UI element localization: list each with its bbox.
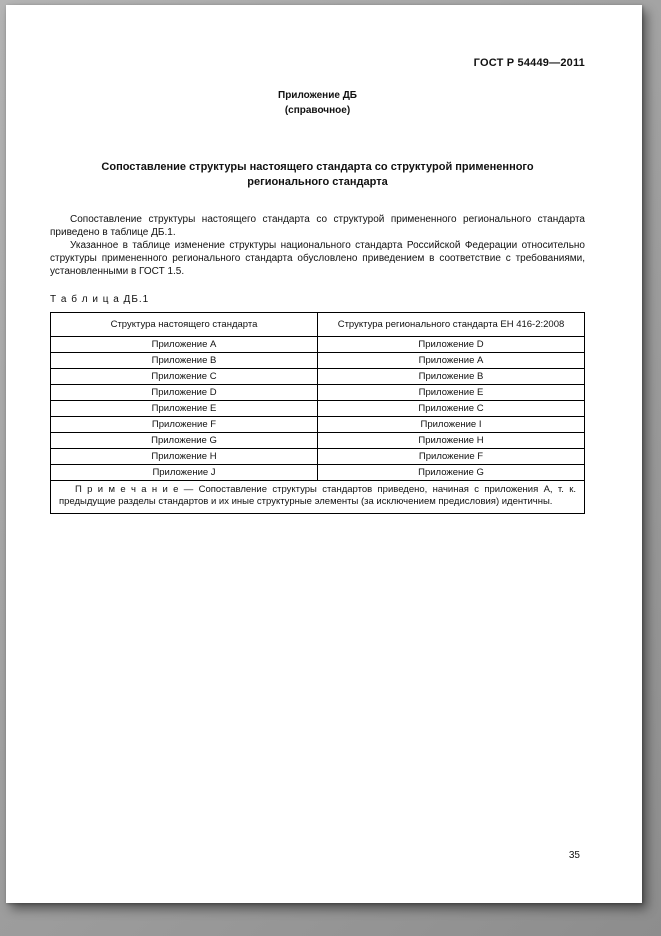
table-header-row (51, 312, 585, 336)
table-row (51, 464, 585, 480)
document-page (6, 5, 642, 903)
cell-right: Приложение Е (318, 384, 585, 400)
cell-left: Приложение С (51, 368, 318, 384)
table-note-row (51, 480, 585, 514)
cell-right: Приложение А (318, 352, 585, 368)
table-row (51, 400, 585, 416)
column-header-national: Структура настоящего стандарта (51, 312, 318, 336)
cell-right: Приложение Н (318, 432, 585, 448)
cell-right: Приложение D (318, 336, 585, 352)
cell-right: Приложение В (318, 368, 585, 384)
cell-left: Приложение J (51, 464, 318, 480)
column-header-regional: Структура регионального стандарта ЕН 416-2:2008 (318, 312, 585, 336)
cell-right: Приложение I (318, 416, 585, 432)
paragraph-1: Сопоставление структуры настоящего стандарта со структурой примененного регионального стандарта приведено в таблице ДБ.1. (50, 213, 585, 238)
body-text (50, 213, 585, 278)
appendix-heading (50, 89, 585, 118)
cell-left: Приложение Е (51, 400, 318, 416)
cell-left: Приложение G (51, 432, 318, 448)
table-label: Т а б л и ц а ДБ.1 (50, 293, 150, 305)
paragraph-2: Указанное в таблице изменение структуры национального стандарта Российской Федерации относительно структуры примененного регионального стандарта обусловлено приведением в соответствие с требованиями, установленными в ГОСТ 1.5. (50, 239, 585, 277)
table-row (51, 416, 585, 432)
table-note: П р и м е ч а н и е — Сопоставление структуры стандартов приведено, начиная с приложения А, т. к. предыдущие разделы стандартов и их иные структурные элементы (за исключением предисловия) идентичны. (59, 483, 576, 508)
structure-comparison-table (50, 312, 585, 515)
table-row (51, 336, 585, 352)
cell-left: Приложение В (51, 352, 318, 368)
document-number: ГОСТ Р 54449—2011 (473, 57, 585, 69)
appendix-kind: (справочное) (284, 104, 351, 116)
cell-right: Приложение С (318, 400, 585, 416)
cell-right: Приложение G (318, 464, 585, 480)
cell-right: Приложение F (318, 448, 585, 464)
table-row (51, 368, 585, 384)
appendix-label: Приложение ДБ (278, 90, 357, 101)
cell-left: Приложение F (51, 416, 318, 432)
page-content (6, 5, 642, 903)
table-row (51, 448, 585, 464)
cell-left: Приложение А (51, 336, 318, 352)
cell-left: Приложение Н (51, 448, 318, 464)
page-number: 35 (568, 850, 580, 861)
table-row (51, 384, 585, 400)
page-title: Сопоставление структуры настоящего стандарта со структурой примененного регионального стандарта (101, 161, 534, 189)
table-note-cell (51, 480, 585, 514)
cell-left: Приложение D (51, 384, 318, 400)
table-row (51, 432, 585, 448)
table-row (51, 352, 585, 368)
